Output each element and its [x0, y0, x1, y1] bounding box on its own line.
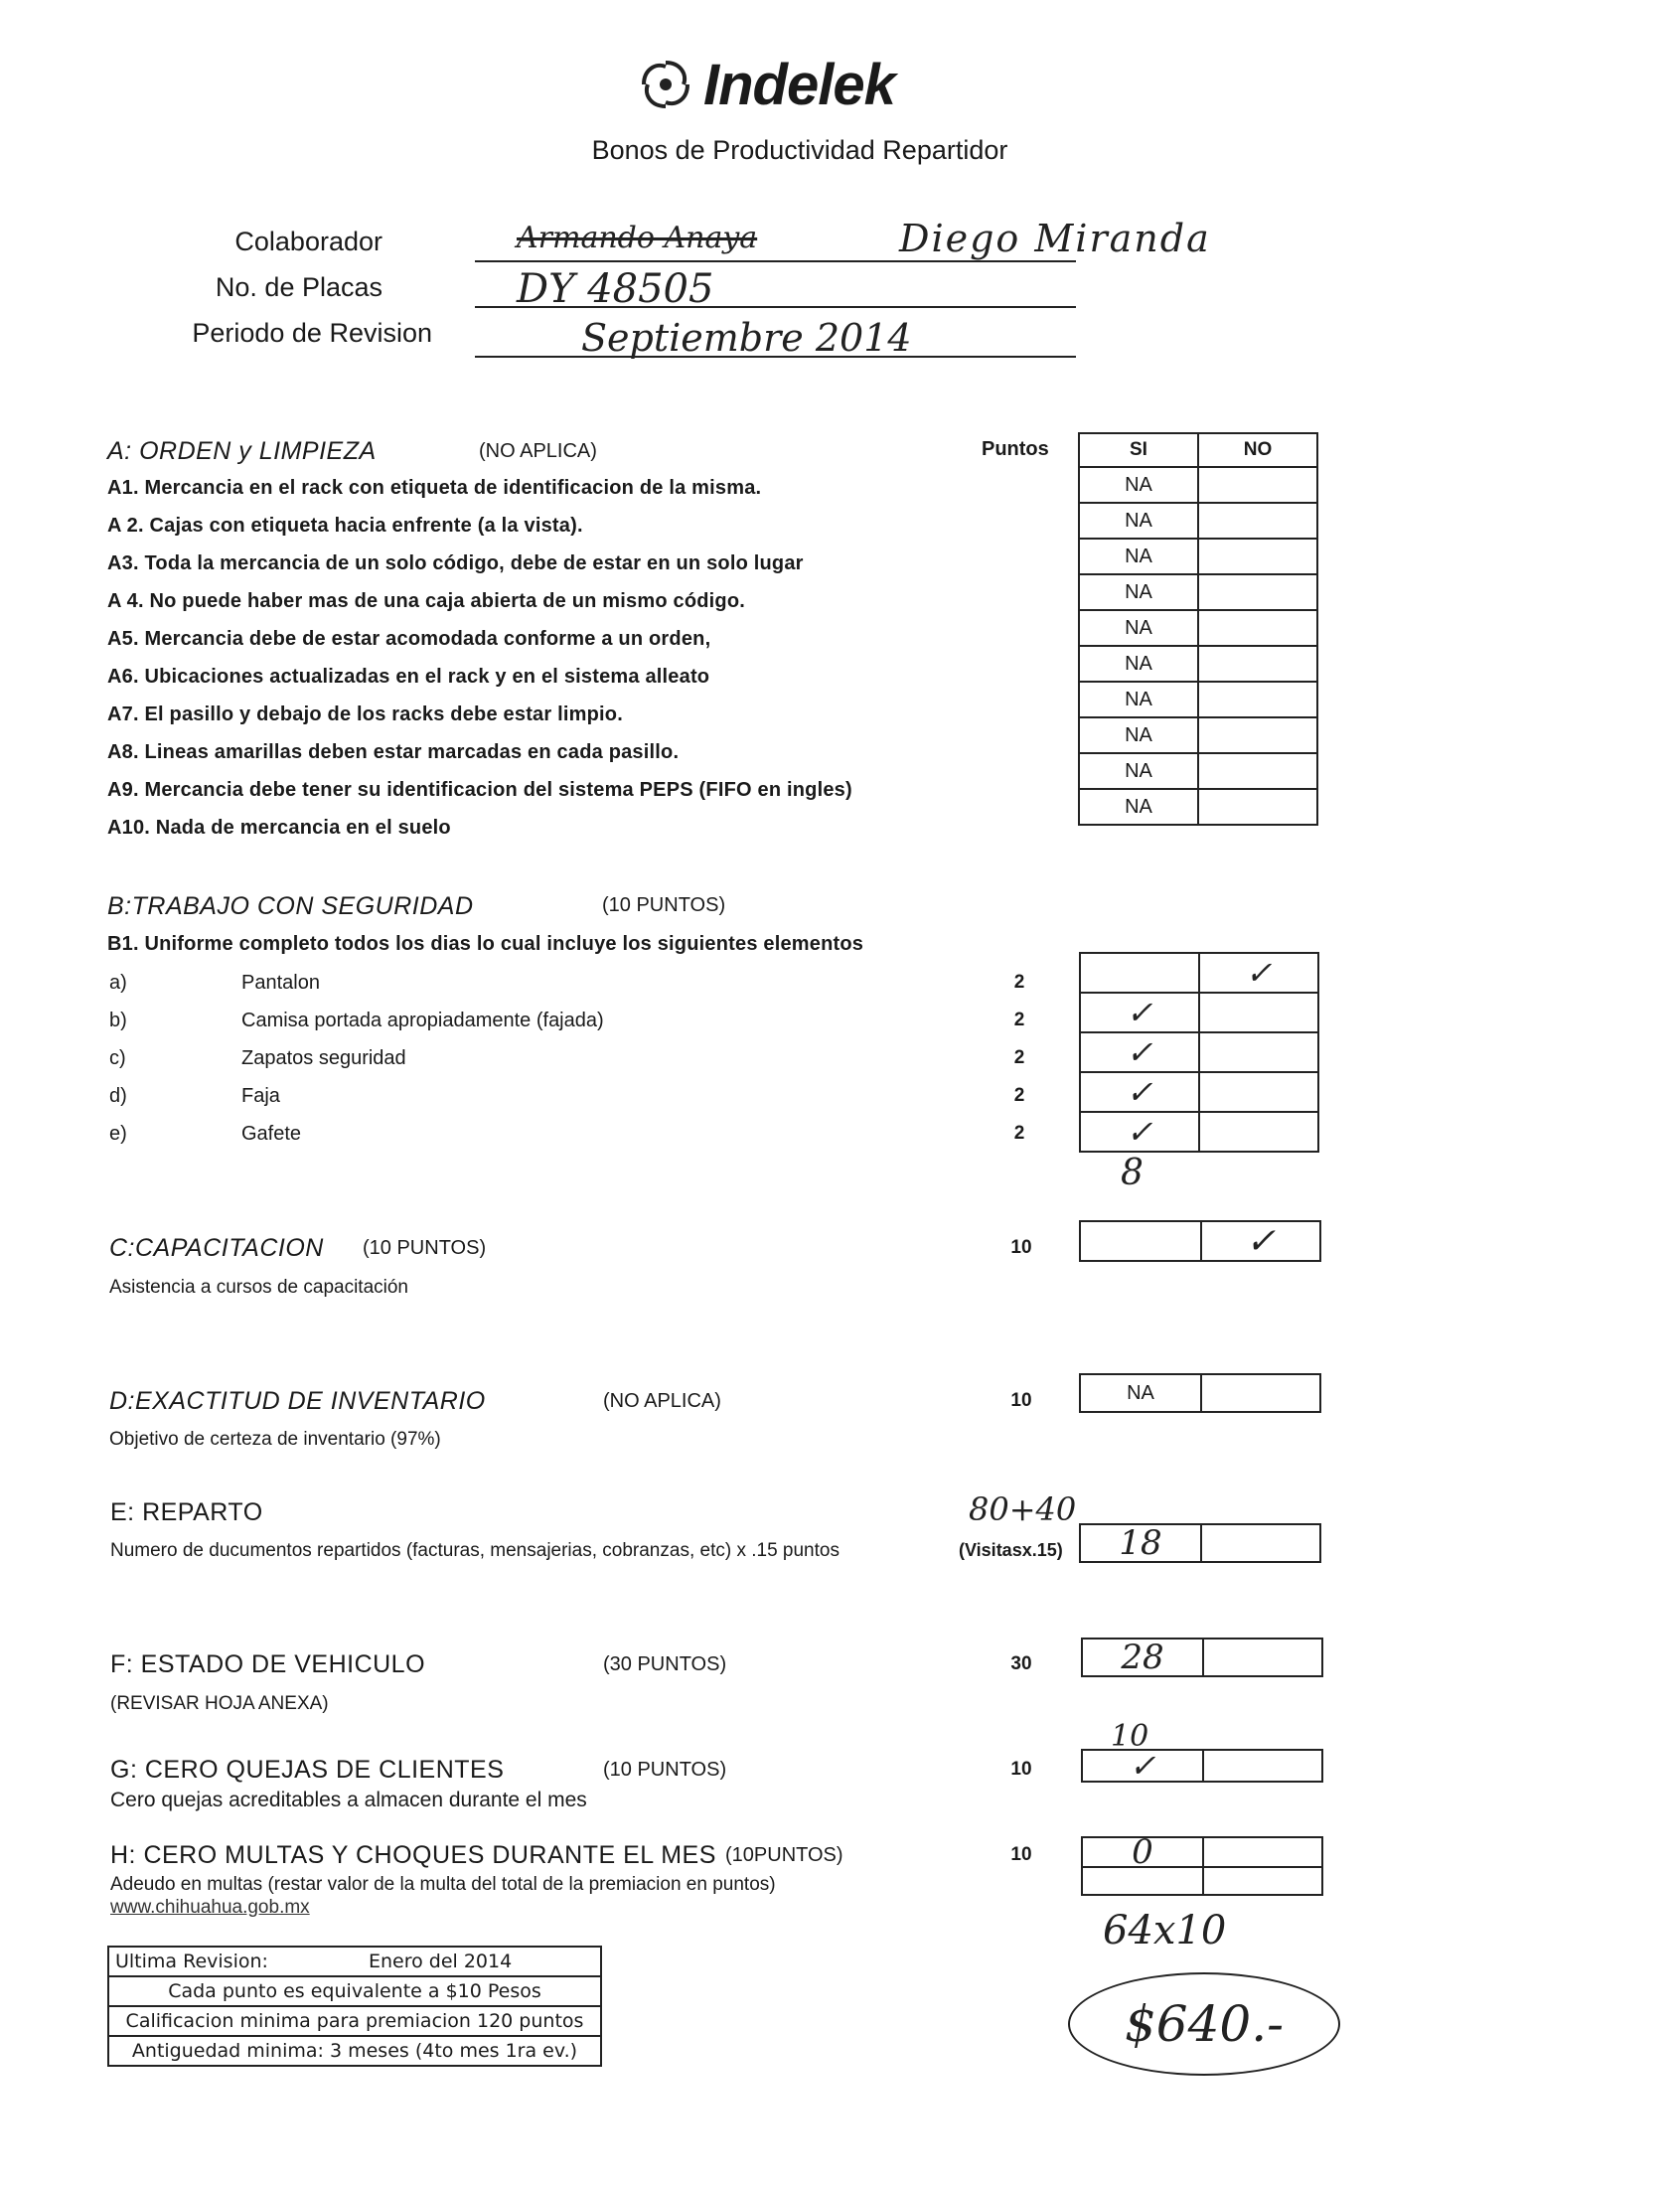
section-b-no-cell: [1199, 993, 1318, 1032]
section-e-no-cell: [1202, 1525, 1319, 1561]
section-a-si-cell: NA: [1079, 789, 1198, 825]
checkmark-icon: ✓: [1126, 1073, 1153, 1111]
section-f-box: [1081, 1638, 1323, 1677]
section-a-grid-row: [1079, 467, 1317, 503]
section-b-si-cell: [1080, 993, 1199, 1032]
section-a-si-cell: NA: [1079, 753, 1198, 789]
section-d-desc: Objetivo de certeza de inventario (97%): [109, 1429, 441, 1450]
section-g-desc: Cero quejas acreditables a almacen durante el mes: [110, 1789, 587, 1811]
section-a-grid-row: [1079, 717, 1317, 753]
placas-label: No. de Placas: [215, 272, 382, 302]
section-a-no-cell: [1198, 717, 1317, 753]
section-a-item: A6. Ubicaciones actualizadas en el rack y en el sistema alleato: [107, 666, 710, 688]
section-a-si-cell: NA: [1079, 467, 1198, 503]
section-b-item-letter: c): [109, 1047, 126, 1069]
total-amount: $640.-: [1124, 1995, 1285, 2053]
section-b-intro: B1. Uniforme completo todos los dias lo cual incluye los siguientes elementos: [107, 933, 864, 955]
section-a-grid-row: [1079, 789, 1317, 825]
checkmark-icon: ✓: [1126, 1033, 1153, 1071]
section-b-grid-row: [1080, 993, 1318, 1032]
section-a-no-cell: [1198, 503, 1317, 539]
section-b-item-text: Camisa portada apropiadamente (fajada): [241, 1010, 604, 1031]
section-g-title: G: CERO QUEJAS DE CLIENTES: [110, 1756, 505, 1784]
section-f-title: F: ESTADO DE VEHICULO: [110, 1650, 426, 1678]
section-a-si-cell: NA: [1079, 717, 1198, 753]
section-g-box: [1081, 1749, 1323, 1783]
section-a-note: (NO APLICA): [479, 440, 597, 462]
section-e-title: E: REPARTO: [110, 1498, 263, 1526]
section-c-box: [1079, 1220, 1321, 1262]
section-e-box: [1079, 1523, 1321, 1563]
section-d-points: 10: [1010, 1390, 1032, 1411]
section-c-desc: Asistencia a cursos de capacitación: [109, 1277, 408, 1298]
section-g-value: 10: [1111, 1719, 1149, 1754]
section-b-item-text: Pantalon: [241, 972, 320, 994]
section-g-si-cell: [1083, 1747, 1204, 1785]
section-f-value: 28: [1083, 1640, 1204, 1675]
section-a-item: A3. Toda la mercancia de un solo código, debe de estar en un solo lugar: [107, 552, 804, 574]
section-a-no-cell: [1198, 646, 1317, 682]
section-a-si-cell: NA: [1079, 610, 1198, 646]
section-f-no-cell: [1204, 1640, 1321, 1675]
logo-text: Indelek: [703, 52, 895, 117]
section-b-item-text: Gafete: [241, 1123, 302, 1145]
colaborador-line: [475, 260, 1076, 262]
section-b-item-text: Faja: [241, 1085, 280, 1107]
section-d-value: NA: [1081, 1375, 1202, 1411]
section-b-item-points: 2: [1013, 1010, 1025, 1030]
section-a-no-cell: [1198, 753, 1317, 789]
section-e-desc: Numero de ducumentos repartidos (facturas, mensajerias, cobranzas, etc) x .15 puntos: [110, 1540, 840, 1561]
placas-value: DY 48505: [517, 266, 714, 312]
section-b-item-text: Zapatos seguridad: [241, 1047, 406, 1069]
form-title: Bonos de Productividad Repartidor: [591, 135, 1008, 165]
section-b-grid: [1079, 952, 1319, 1153]
section-a-item: A9. Mercancia debe tener su identificacion del sistema PEPS (FIFO en ingles): [107, 779, 852, 801]
section-c-title: C:CAPACITACION: [109, 1234, 324, 1262]
section-c-no-cell: [1202, 1222, 1319, 1260]
section-d-no-cell: [1202, 1375, 1319, 1411]
section-a-grid-row: [1079, 539, 1317, 574]
section-a-grid-row: [1079, 646, 1317, 682]
section-a-no-cell: [1198, 682, 1317, 717]
section-b-no-cell: [1199, 953, 1318, 993]
checkmark-icon: ✓: [1129, 1747, 1156, 1785]
section-b-item-letter: b): [109, 1010, 127, 1031]
section-a-si-cell: NA: [1079, 646, 1198, 682]
section-h-value: 0: [1132, 1832, 1153, 1872]
logo: [636, 50, 964, 119]
section-h-desc: Adeudo en multas (restar valor de la multa del total de la premiacion en puntos): [110, 1874, 776, 1895]
colaborador-label: Colaborador: [234, 227, 382, 256]
logo-swirl-icon: [636, 55, 695, 114]
section-c-note: (10 PUNTOS): [363, 1237, 487, 1259]
section-a-grid-row: [1079, 574, 1317, 610]
section-a-grid: [1078, 432, 1318, 826]
section-h-note: (10PUNTOS): [725, 1844, 843, 1866]
section-d-box: [1079, 1373, 1321, 1413]
section-a-item: A 2. Cajas con etiqueta hacia enfrente (a la vista).: [107, 515, 583, 537]
col-si-header: SI: [1079, 433, 1198, 467]
info-revision-row: [108, 1947, 601, 1976]
section-e-points-label: (Visitasx.15): [959, 1540, 1063, 1560]
colaborador-value: Diego Miranda: [899, 217, 1211, 260]
section-g-points: 10: [1010, 1759, 1032, 1780]
section-b-item-points: 2: [1013, 1123, 1025, 1144]
total-amount-oval: [1068, 1972, 1340, 2076]
section-b-si-cell: [1080, 1032, 1199, 1072]
section-f-note: (30 PUNTOS): [603, 1653, 727, 1675]
total-calc: 64x10: [1103, 1908, 1227, 1953]
info-line-4: Antiguedad minima: 3 meses (4to mes 1ra ev.): [108, 2036, 601, 2066]
section-h-link[interactable]: www.chihuahua.gob.mx: [110, 1897, 310, 1918]
section-a-grid-row: [1079, 610, 1317, 646]
section-b-no-cell: [1199, 1032, 1318, 1072]
section-c-si-cell: [1081, 1222, 1202, 1260]
info-revision-label: Ultima Revision:: [115, 1951, 268, 1972]
section-g-note: (10 PUNTOS): [603, 1759, 727, 1781]
section-b-item-letter: a): [109, 972, 127, 994]
section-a-no-cell: [1198, 610, 1317, 646]
section-c-points: 10: [1010, 1237, 1032, 1258]
section-f-points: 30: [1010, 1653, 1032, 1674]
section-b-item-points: 2: [1013, 1085, 1025, 1106]
section-b-item-letter: e): [109, 1123, 127, 1145]
section-a-item: A 4. No puede haber mas de una caja abierta de un mismo código.: [107, 590, 746, 612]
checkmark-icon: ✓: [1245, 1220, 1277, 1262]
section-a-item: A5. Mercancia debe de estar acomodada conforme a un orden,: [107, 628, 711, 650]
section-b-item-points: 2: [1013, 1047, 1025, 1068]
section-a-no-cell: [1198, 789, 1317, 825]
section-b-si-cell: [1080, 1112, 1199, 1152]
checkmark-icon: ✓: [1126, 1113, 1153, 1151]
section-b-grid-row: [1080, 1072, 1318, 1112]
info-revision-value: Enero del 2014: [368, 1951, 513, 1972]
section-b-grid-row: [1080, 953, 1318, 993]
colaborador-struck-value: Armando Anaya: [517, 221, 758, 255]
section-h-box: [1081, 1832, 1323, 1896]
section-b-grid-row: [1080, 1112, 1318, 1152]
section-a-si-cell: NA: [1079, 503, 1198, 539]
section-d-title: D:EXACTITUD DE INVENTARIO: [109, 1387, 486, 1415]
info-line-2: Cada punto es equivalente a $10 Pesos: [108, 1976, 601, 2006]
puntos-label: Puntos: [982, 438, 1049, 460]
section-b-title: B:TRABAJO CON SEGURIDAD: [107, 892, 474, 920]
section-a-no-cell: [1198, 539, 1317, 574]
section-a-item: A1. Mercancia en el rack con etiqueta de identificacion de la misma.: [107, 477, 762, 499]
checkmark-icon: ✓: [1126, 994, 1153, 1031]
section-h-points: 10: [1010, 1844, 1032, 1865]
section-b-no-cell: [1199, 1112, 1318, 1152]
section-e-value: 18: [1081, 1525, 1202, 1561]
section-h-title: H: CERO MULTAS Y CHOQUES DURANTE EL MES: [110, 1841, 716, 1869]
periodo-label: Periodo de Revision: [192, 318, 432, 348]
section-e-calc: 80+40: [969, 1490, 1077, 1528]
periodo-value: Septiembre 2014: [581, 316, 912, 360]
section-b-subtotal: 8: [1121, 1153, 1144, 1193]
col-no-header: NO: [1198, 433, 1317, 467]
section-a-grid-row: [1079, 682, 1317, 717]
section-b-note: (10 PUNTOS): [602, 894, 726, 916]
section-a-item: A10. Nada de mercancia en el suelo: [107, 817, 451, 839]
section-a-si-cell: NA: [1079, 682, 1198, 717]
info-box: [107, 1946, 602, 2067]
section-b-si-cell: [1080, 1072, 1199, 1112]
section-b-item-letter: d): [109, 1085, 127, 1107]
checkmark-icon: ✓: [1245, 954, 1273, 992]
section-b-si-cell: [1080, 953, 1199, 993]
section-a-no-cell: [1198, 574, 1317, 610]
section-d-note: (NO APLICA): [603, 1390, 721, 1412]
section-a-si-cell: NA: [1079, 574, 1198, 610]
section-a-grid-row: [1079, 503, 1317, 539]
section-g-no-cell: [1204, 1751, 1321, 1781]
info-line-3: Calificacion minima para premiacion 120 puntos: [108, 2006, 601, 2036]
section-a-item: A7. El pasillo y debajo de los racks debe estar limpio.: [107, 703, 623, 725]
section-b-item-points: 2: [1013, 972, 1025, 993]
section-f-desc: (REVISAR HOJA ANEXA): [110, 1693, 329, 1714]
section-b-no-cell: [1199, 1072, 1318, 1112]
section-a-si-cell: NA: [1079, 539, 1198, 574]
section-a-no-cell: [1198, 467, 1317, 503]
section-a-item: A8. Lineas amarillas deben estar marcadas en cada pasillo.: [107, 741, 680, 763]
section-b-grid-row: [1080, 1032, 1318, 1072]
section-a-title: A: ORDEN y LIMPIEZA: [107, 437, 377, 465]
section-a-grid-row: [1079, 753, 1317, 789]
